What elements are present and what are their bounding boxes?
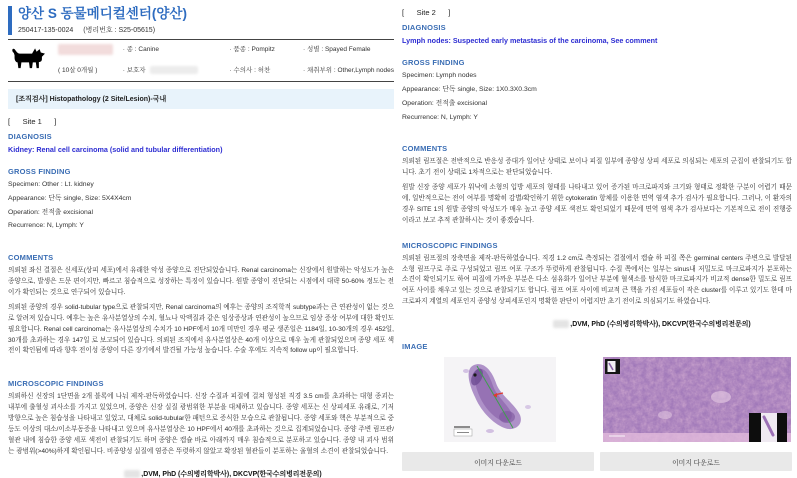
site2-gross-title: GROSS FINDING [402, 58, 465, 68]
site1-gross-operation: Operation: 전적출 excisional [8, 208, 94, 216]
patient-owner: · 보호자 [123, 65, 230, 74]
slide-thumbnail-inset [605, 359, 620, 374]
report-column-site1 [8, 0, 394, 478]
site2-diagnosis-text: Lymph nodes: Suspected early metastasis of the carcinoma, See comment [402, 36, 658, 45]
pathology-number: (병리번호 : S25-05615) [83, 26, 156, 34]
patient-sex: · 성별 : Spayed Female [303, 45, 371, 53]
site1-micro-title: MICROSCOPIC FINDINGS [8, 379, 104, 389]
site1-label: [ Site 1 ] [8, 116, 57, 126]
histology-micrograph-image [603, 357, 791, 442]
site1-gross-title: GROSS FINDING [8, 166, 71, 176]
site1-pathologist-signature: ,DVM, PhD (수의병리학박사), DKCVP(한국수의병리전문의) [8, 468, 394, 478]
site2-gross-appearance: Appearance: 단독 single, Size: 1X0.3X0.3cm [402, 85, 537, 93]
dog-icon [10, 46, 48, 72]
site1-micro-text: 의뢰하신 신장의 1단면을 2개 블록에 나눠 제작-판독하였습니다. 신장 수질과 피질에 걸쳐 형성된 직경 3.5 cm를 초과하는 대형 종괴는 내부에 출혈성 괴사소를 가지고 있었으며, 종양은 신장 실질 광범위한 부분을 대체하고 있습니다. 종양 세포는 신 상피세포 유래로, 기저방향으로 높은 침습성을 나타내고 있었고, 대체로 solid-tubular한 패턴으로 증식한 모습으로 관찰됩니다. 종양 세포와 핵은 부분적으로 중등도 이상의 대소/이소부동증을 나타내고 있으며 유사분열상은 10 HPF에서 40개를 초과하는 것으로 집계되었습니다. 종양 주변 림프관/혈관 내에 침습한 종양 세포 색전이 관찰되기도 하며 종양은 캡슐 바로 아래까지 매우 침습적으로 분포하고 있습니다. 종양 내 괴사 범위는 광범위(>40%)하게 확인됩니다. 비종양성 실질에 염증은 뚜렷하지 않았고 확장된 혈관들이 분포하는 울혈의 소견이 관찰되었습니다. [8, 393, 394, 455]
site2-diagnosis-title: DIAGNOSIS [402, 23, 446, 32]
histology-image-cell-2 [597, 357, 792, 442]
image-section-title: IMAGE [402, 342, 428, 352]
navigator-inset [749, 413, 787, 442]
site2-label: [ Site 2 ] [402, 8, 451, 17]
patient-breed: · 품종 : Pompitz [229, 45, 275, 53]
patient-col-species-owner [123, 44, 230, 74]
site2-comments-title: COMMENTS [402, 144, 448, 154]
site1-diagnosis-text: Kidney: Renal cell carcinoma (solid and tubular differentiation) [8, 144, 223, 154]
site2-comments-p1: 의뢰된 림프절은 전반적으로 반응성 증대가 일어난 상태로 보이나 피질 일부에 종양성 상피 세포로 의심되는 세포의 군집이 관찰되기도 합니다. 초기 전이 상태로 1차적으로는 판단되었습니다. [402, 158, 792, 177]
image-download-row [402, 452, 792, 471]
site2-gross-recurrence: Recurrence: N, Lymph: Y [402, 113, 478, 121]
histology-image-cell-1 [402, 357, 597, 442]
site1-comments-title: COMMENTS [8, 253, 54, 263]
site1-comments-p2: 의뢰된 종양의 경우 solid-tubular type으로 관찰되지만, Renal carcinoma의 예후는 종양의 조직학적 subtype과는 큰 연관성이 없는 것으로 알려져 있습니다. 예후는 높은 유사분열상의 수치, 혈뇨나 악액질과 같은 임상증상과 연관성이 높으므로 임상 증상 여부에 대한 확인도 필요합니다. Renal cell carcinoma는 유사분열상의 수치가 10 HPF에서 10개 미만인 경우 평균 생존일은 1184일, 10-30개의 경우 452일, 30개를 초과하는 경우 147일 로 보고되어 있습니다. 의뢰된 조직에서 유사분열상은 40개 이상으로 매우 높게 관찰되었으며 종양 세포 색전이 확인됨에 따라 향후 전이성 종양이 다른 장기에서 발견될 가능성 높습니다. 수술 후에도 지속적 follow up이 필요합니다. [8, 303, 394, 355]
image-download-button-2[interactable]: 이미지 다운로드 [600, 452, 792, 471]
patient-age: ( 10살 0개월 ) [58, 66, 98, 74]
patient-sample-site: · 채취부위 : Other,Lymph nodes [303, 66, 394, 74]
patient-col-breed-vet [230, 44, 304, 74]
histology-wholeslide-image [444, 357, 556, 442]
exam-type-banner: [조직검사] Histopathology (2 Site/Lesion)-국내 [8, 89, 394, 109]
site2-micro-title: MICROSCOPIC FINDINGS [402, 240, 498, 250]
clinic-header [8, 6, 394, 35]
patient-vet: · 수의사 : 허찬 [229, 66, 271, 74]
patient-col-identity [58, 44, 123, 74]
histology-image-row [402, 357, 792, 442]
patient-col-sex-site [303, 44, 394, 74]
patient-species: · 종 : Canine [122, 45, 160, 53]
site1-gross-recurrence: Recurrence: N, Lymph: Y [8, 222, 84, 230]
patient-divider [8, 81, 394, 82]
pathologist-name-redacted [124, 470, 140, 478]
site2-micro-text: 의뢰된 림프절의 장축면을 제작-판독하였습니다. 직경 1.2 cm로 측정되는 결절에서 캡슐 하 피질 쪽은 germinal centers 주변으로 발달된 소형 림프구로 주로 구성되었고 림프 여포 구조가 뚜렷하게 관찰됩니다. 수질 쪽에서는 일부는 sinus내 저밀도로 마크로파지가 분포하는 소견이 확인되기도 하여 피질에 가까운 부분은 다소 섬유화가 일어난 부분에 혈색소를 탐식한 마크로파지가 비교적 dense한 밀도로 림프 여포 사이를 채우고 있는 것으로 관찰되기도 합니다. 림프 여포 사이에 비교적 큰 핵을 가진 세포들이 작은 cluster를 이루고 있기도 한데 마크로파지 계열의 세포인지 종양성 상피세포인지 명확한 판단이 어렵지만 초기 전이로 의심되기도 하였습니다. [402, 254, 792, 306]
image-download-button-1[interactable]: 이미지 다운로드 [402, 452, 594, 471]
site1-gross-appearance: Appearance: 단독 single, Size: 5X4X4cm [8, 194, 132, 202]
patient-info-row [8, 40, 394, 78]
case-id-line [18, 25, 394, 35]
site1-diagnosis-title: DIAGNOSIS [8, 131, 52, 141]
site1-gross-specimen: Specimen: Other : Lt. kidney [8, 180, 94, 188]
pathologist-name-redacted-2 [553, 320, 569, 328]
clinic-name: 양산 S 동물메디컬센터(양산) [18, 6, 187, 21]
site2-gross-operation: Operation: 전적출 excisional [402, 99, 488, 107]
site2-gross-specimen: Specimen: Lymph nodes [402, 72, 477, 80]
case-id: 250417-135-0024 [18, 26, 74, 34]
report-column-site2 [402, 0, 792, 471]
patient-name-redacted [58, 44, 113, 55]
site1-comments-p1: 의뢰된 좌신 결절은 신세포(상피 세포)에서 유래한 악성 종양으로 진단되었습니다. Renal carcinoma는 신장에서 원발하는 악성도가 높은 종양으로, 발생은 드문 편이지만, 빠르고 침습적으로 성장하는 특징이 있습니다. 원발 종양이 진단되는 시점에서 대략 50-60% 정도는 전이가 확인되는 것으로 연구되어 있습니다. [8, 267, 394, 297]
site2-pathologist-signature: ,DVM, PhD (수의병리학박사), DKCVP(한국수의병리전문의) [402, 318, 792, 328]
site2-comments-p2: 원발 신장 종양 세포가 워낙에 소형의 입방 세포의 형태를 나타내고 있어 증가된 마크로파지와 크기와 형태로 정확한 구분이 어렵기 때문에, 일반적으로는 전이 여부를 명확히 감별/확인하기 위한 cytokeratin 항체를 이용한 면역 염색 추가 검사가 필요합니다. 그러나, 이 환자의 경우 SITE 1의 원발 종양의 악성도가 매우 높고 종양 세포 색전도 확인되었기 때문에 면역 염색 추가 검사보다는 기본적으로 전이 진행중이라고 보고 추적 관찰하시는 것이 좋겠습니다. [402, 184, 792, 224]
owner-name-redacted [150, 66, 198, 74]
